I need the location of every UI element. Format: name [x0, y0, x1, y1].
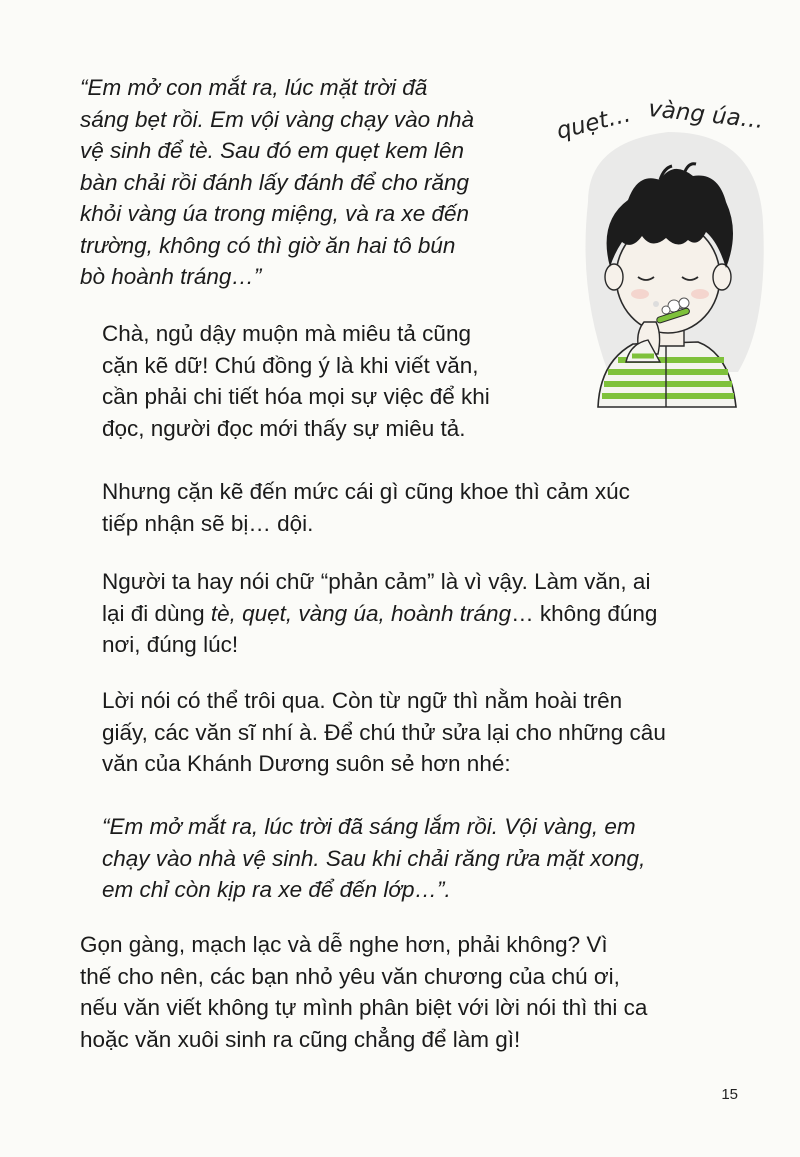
boy-brushing-teeth-illustration: [548, 72, 788, 432]
comment-3-text-after: … không đúng nơi, đúng lúc!: [102, 600, 658, 657]
illustration-caption-left: quẹt…: [553, 101, 634, 145]
comment-paragraph-3: [102, 566, 657, 661]
comment-3-italic-words: tè, quẹt, vàng úa, hoành tráng: [210, 600, 512, 626]
illustration-caption-right: vàng úa…: [646, 96, 765, 134]
quote-original: “Em mở con mắt ra, lúc mặt trời đã sáng bẹt rồi. Em vội vàng chạy vào nhà vệ sinh để tè. Sau đó em quẹt kem lên bàn chải rồi đánh lấy đánh để cho răng khỏi vàng úa trong miệng, và ra xe đến trường, không có thì giờ ăn hai tô bún bò hoành tráng…”: [80, 75, 474, 289]
comment-paragraph-1: Chà, ngủ dậy muộn mà miêu tả cũng cặn kẽ dữ! Chú đồng ý là khi viết văn, cần phải chi tiết hóa mọi sự việc để khi đọc, người đọc mới thấy sự miêu tả.: [102, 321, 490, 441]
comment-paragraph-2: Nhưng cặn kẽ đến mức cái gì cũng khoe thì cảm xúc tiếp nhận sẽ bị… dội.: [102, 479, 630, 536]
quote-revised: “Em mở mắt ra, lúc trời đã sáng lắm rồi. Vội vàng, em chạy vào nhà vệ sinh. Sau khi chải răng rửa mặt xong, em chỉ còn kịp ra xe để đến lớp…”.: [102, 814, 646, 902]
comment-paragraph-4: Lời nói có thể trôi qua. Còn từ ngữ thì nằm hoài trên giấy, các văn sĩ nhí à. Để chú thử sửa lại cho những câu văn của Khánh Dương suôn sẻ hơn nhé:: [102, 688, 666, 776]
comment-3-text-before: Người ta hay nói chữ “phản cảm” là vì vậy. Làm văn, ai lại đi dùng: [102, 569, 651, 626]
page-number: 15: [721, 1086, 738, 1103]
conclusion-paragraph: Gọn gàng, mạch lạc và dễ nghe hơn, phải không? Vì thế cho nên, các bạn nhỏ yêu văn chương của chú ơi, nếu văn viết không tự mình phân biệt với lời nói thì thi ca hoặc văn xuôi sinh ra cũng chẳng để làm gì!: [80, 932, 648, 1052]
